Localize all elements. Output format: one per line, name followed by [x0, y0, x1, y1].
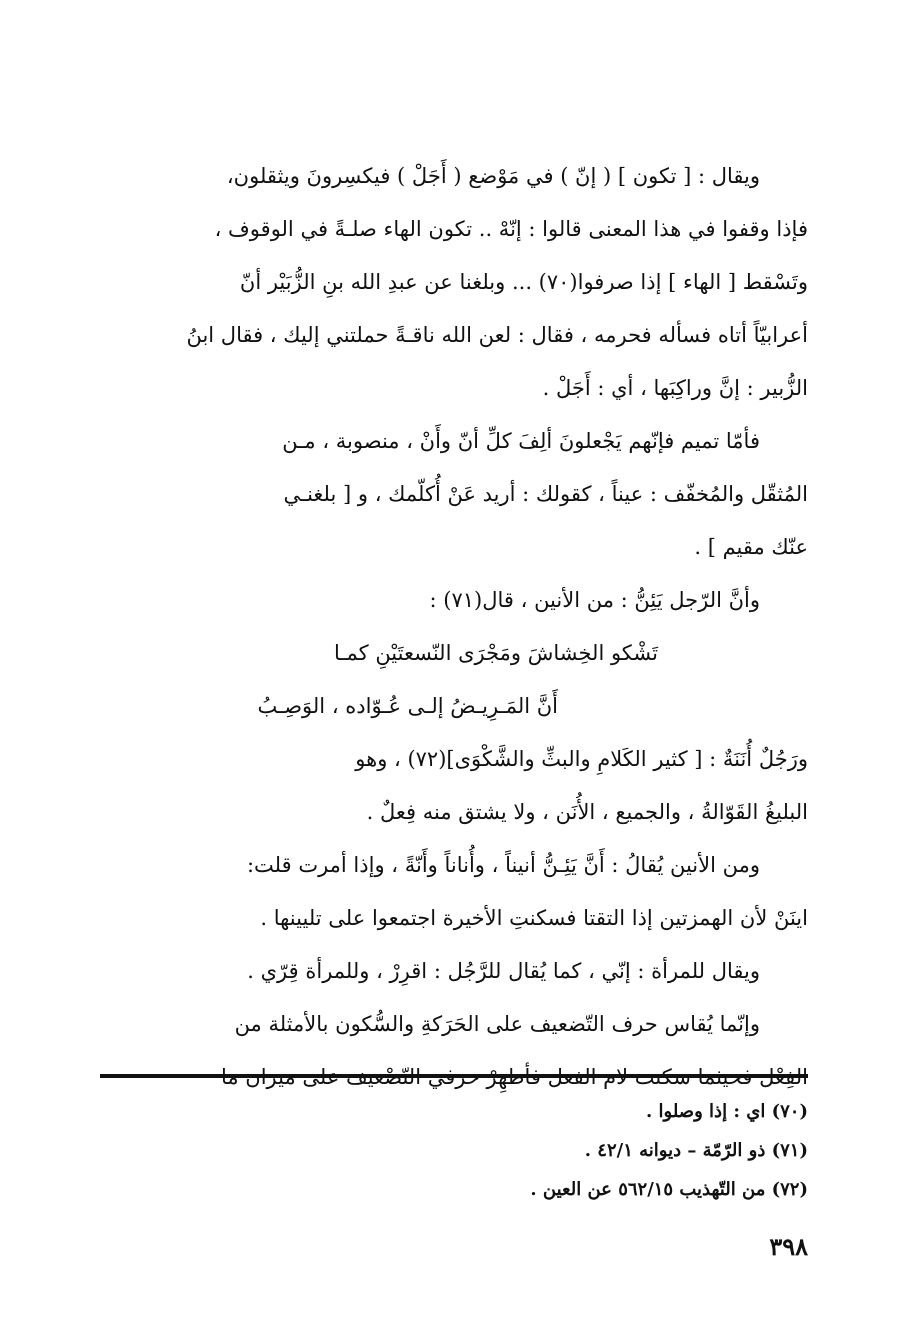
paragraph-line: الفِعْل فحيثما سكنت لام الفعل فأظهِرْ حرفي التّضْعيف على ميزان ما — [220, 1065, 808, 1089]
footnote-72: (٧٢) من التّهذيب ٥٦٢/١٥ عن العين . — [530, 1179, 808, 1200]
verse-line-2: أَنَّ المَـرِيـضُ إلـى عُـوّاده ، الوَصِـبُ — [257, 694, 558, 718]
footnotes — [100, 1092, 808, 1209]
paragraph-line: اينَنْ لأن الهمزتين إذا التقتا فسكنتِ الأخيرة اجتمعوا على تليينها . — [260, 906, 808, 930]
paragraph-line: وتَسْقط [ الهاء ] إذا صرفوا(٧٠) ... وبلغنا عن عبدِ الله بنِ الزُّبَيْر أنّ — [239, 270, 808, 294]
verse-line-1: تَشْكو الخِشاشَ ومَجْرَى النّسعتَيْنِ كمـا — [333, 641, 658, 665]
paragraph-line: وأنَّ الرّجل يَئِنُّ : من الأنين ، قال(٧١) : — [429, 588, 760, 612]
footnote-separator — [100, 1074, 808, 1078]
paragraph-2 — [100, 415, 808, 574]
paragraph-line: البليغُ القَوّالةُ ، والجميع ، الأُنَن ، ولا يشتق منه فِعلٌ . — [366, 800, 808, 824]
paragraph-5 — [100, 839, 808, 945]
paragraph-line: أعرابيّاً أتاه فسأله فحرمه ، فقال : لعن الله ناقـةً حملتني إليك ، فقال ابنُ — [186, 323, 808, 347]
paragraph-1 — [100, 150, 808, 415]
paragraph-6 — [100, 945, 808, 998]
footnote-70: (٧٠) اي : إذا وصلوا . — [646, 1101, 808, 1122]
paragraph-line: فإذا وقفوا في هذا المعنى قالوا : إنّهْ .. تكون الهاء صلـةً في الوقوف ، — [214, 217, 808, 241]
paragraph-line: فأمّا تميم فإنّهم يَجْعلونَ ألِفَ كلِّ أنّ وأَنْ ، منصوبة ، مـن — [282, 429, 760, 453]
page-number: ٣٩٨ — [769, 1232, 808, 1261]
poem-verse — [100, 627, 808, 733]
paragraph-3 — [100, 574, 808, 627]
paragraph-line: ومن الأنين يُقالُ : أَنَّ يَئِـنُّ أنيناً ، وأُناناً وأَنّةً ، وإذا أمرت قلت: — [246, 853, 760, 877]
paragraph-line: المُثقّل والمُخفّف : عيناً ، كقولك : أريد عَنْ أُكلّمك ، و [ بلغنـي — [283, 482, 808, 506]
paragraph-4 — [100, 733, 808, 839]
footnote-71: (٧١) ذو الرّمّة – ديوانه ٤٢/١ . — [584, 1140, 808, 1161]
paragraph-7 — [100, 998, 808, 1104]
paragraph-line: ورَجُلٌ أُنَنَةٌ : [ كثير الكَلامِ والبثِّ والشَّكْوَى](٧٢) ، وهو — [355, 747, 808, 771]
paragraph-line: وإنّما يُقاس حرف التّضعيف على الحَرَكةِ والسُّكون بالأمثلة من — [234, 1012, 760, 1036]
paragraph-line: ويقال : [ تكون ] ( إنّ ) في مَوْضع ( أَجَلْ ) فيكسِرونَ ويثقلون، — [226, 164, 760, 188]
paragraph-line: عنّك مقيم ] . — [694, 535, 808, 559]
paragraph-line: الزُّبير : إنَّ وراكِبَها ، أي : أَجَلْ . — [542, 376, 808, 400]
paragraph-line: ويقال للمرأة : إنّي ، كما يُقال للرَّجُل : اقرِرْ ، وللمرأة قِرّي . — [247, 959, 760, 983]
